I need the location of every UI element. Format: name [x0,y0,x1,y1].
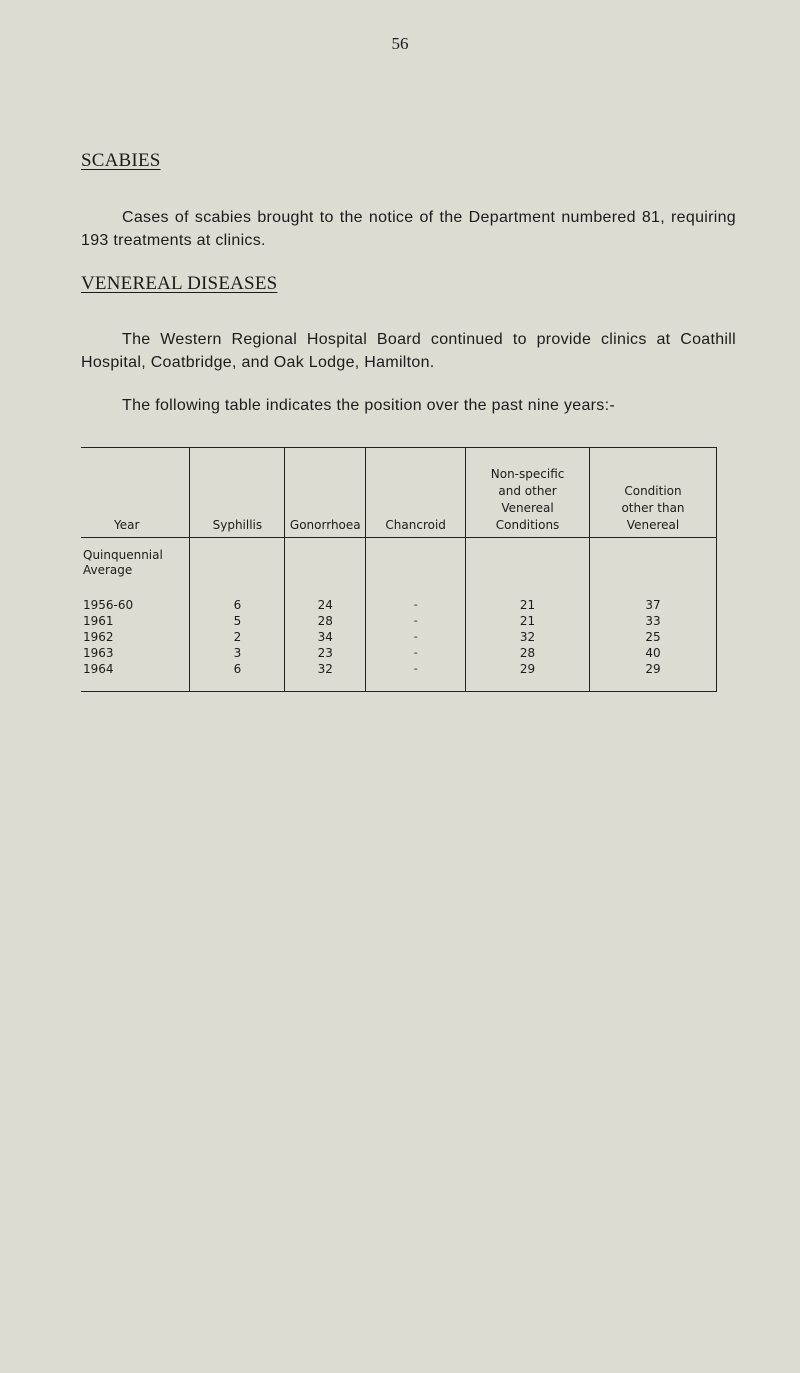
condition-other-cell: 33 [590,613,717,629]
syphillis-cell: 2 [190,629,285,645]
table-row [81,613,717,629]
page-number: 56 [391,34,409,53]
year-cell: 1961 [81,613,190,629]
header-condition-other: Condition other than Venereal [590,448,717,538]
venereal-paragraph-clinics-text: The Western Regional Hospital Board continued to provide clinics at Coathill Hospital, Coatbridge, and Oak Lodge, Hamilton. [81,331,736,371]
gonorrhoea-cell: 32 [285,661,366,692]
header-gonorrhoea: Gonorrhoea [285,448,366,538]
table-row [81,629,717,645]
chancroid-cell: - [366,661,466,692]
non-specific-cell: 21 [466,613,590,629]
year-cell: 1963 [81,645,190,661]
scabies-paragraph-text: Cases of scabies brought to the notice of the Department numbered 81, requiring 193 treatments at clinics. [81,209,736,249]
table-header-row [81,448,717,538]
venereal-diseases-table [81,447,717,692]
non-specific-cell: 28 [466,645,590,661]
chancroid-cell: - [366,613,466,629]
gonorrhoea-cell: 24 [285,597,366,613]
header-year: Year [81,448,190,538]
condition-other-cell: 25 [590,629,717,645]
condition-other-cell: 29 [590,661,717,692]
header-syphillis: Syphillis [190,448,285,538]
venereal-paragraph-clinics [81,328,736,374]
syphillis-cell: 6 [190,597,285,613]
gonorrhoea-cell: 28 [285,613,366,629]
table-row [81,538,717,598]
venereal-heading: VENEREAL DISEASES [81,273,278,294]
year-cell: 1962 [81,629,190,645]
section-label: Quinquennial Average [81,538,190,598]
venereal-paragraph-table-intro-text: The following table indicates the position over the past nine years:- [122,397,615,414]
header-non-specific: Non-specific and other Venereal Conditions [466,448,590,538]
table-row [81,645,717,661]
gonorrhoea-cell: 23 [285,645,366,661]
year-cell: 1956-60 [81,597,190,613]
condition-other-cell: 40 [590,645,717,661]
syphillis-cell: 6 [190,661,285,692]
scabies-paragraph [81,206,736,252]
condition-other-cell: 37 [590,597,717,613]
non-specific-cell: 32 [466,629,590,645]
chancroid-cell: - [366,629,466,645]
venereal-paragraph-table-intro [81,394,736,417]
syphillis-cell: 3 [190,645,285,661]
syphillis-cell: 5 [190,613,285,629]
chancroid-cell: - [366,597,466,613]
non-specific-cell: 21 [466,597,590,613]
header-chancroid: Chancroid [366,448,466,538]
non-specific-cell: 29 [466,661,590,692]
scabies-heading: SCABIES [81,150,161,171]
chancroid-cell: - [366,645,466,661]
gonorrhoea-cell: 34 [285,629,366,645]
year-cell: 1964 [81,661,190,692]
table-row [81,597,717,613]
table-row [81,661,717,692]
